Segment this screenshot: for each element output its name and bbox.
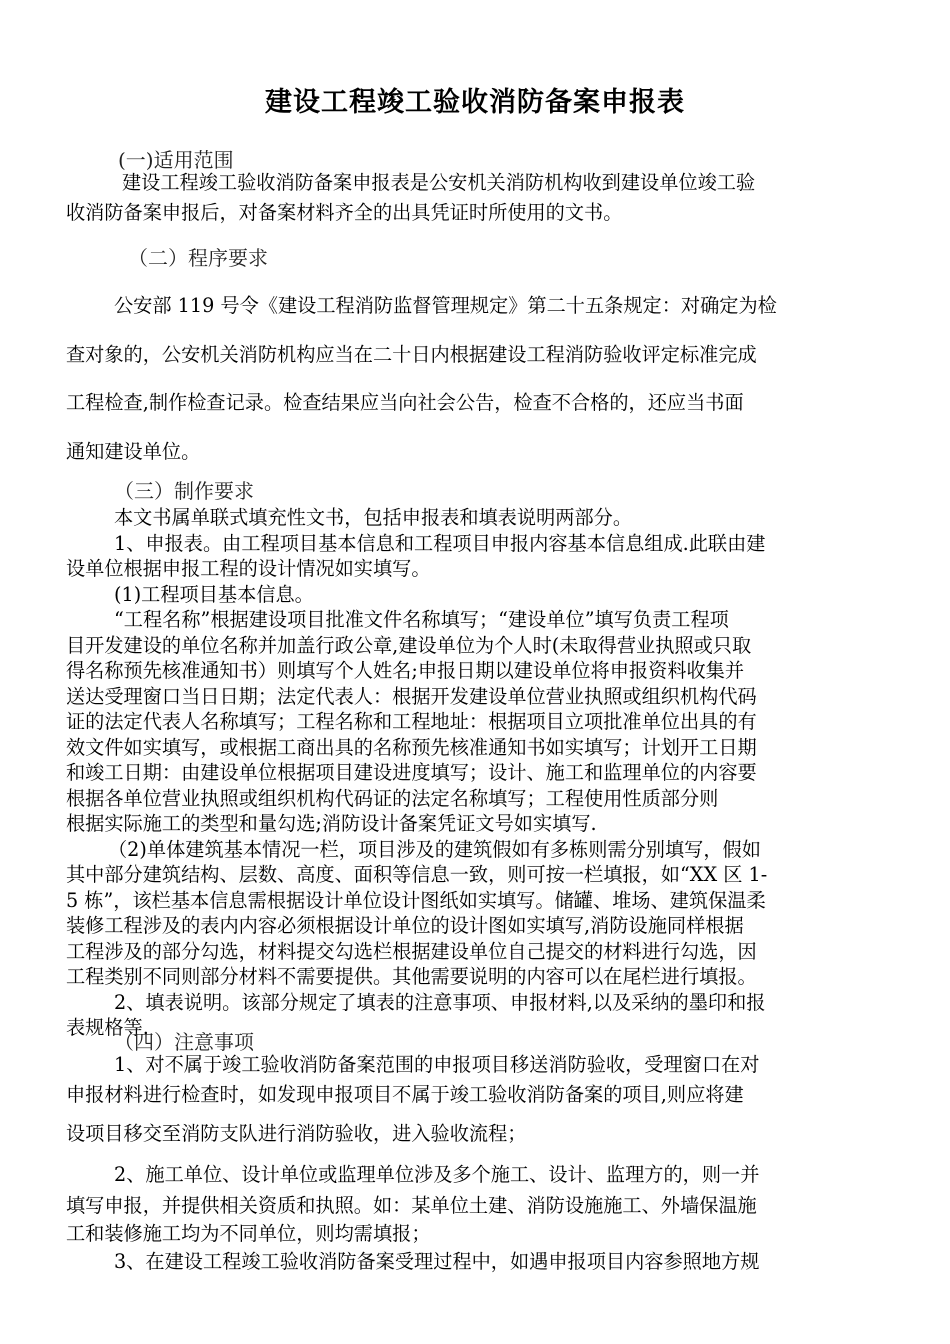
text-line: 3、在建设工程竣工验收消防备案受理过程中，如遇申报项目内容参照地方规: [114, 1250, 760, 1273]
text-line: 建设工程竣工验收消防备案申报表是公安机关消防机构收到建设单位竣工验: [122, 171, 756, 194]
section-requirements-body: [66, 505, 886, 1041]
text-line: “工程名称”根据建设项目批准文件名称填写；“建设单位”填写负责工程项: [114, 608, 729, 631]
text-line: 公安部 119 号令《建设工程消防监督管理规定》第二十五条规定：对确定为检: [114, 294, 777, 317]
text-line: 申报材料进行检查时，如发现申报项目不属于竣工验收消防备案的项目,则应将建: [66, 1083, 744, 1106]
section-notes-body: [66, 1050, 886, 1276]
text-line: 填写申报，并提供相关资质和执照。如：某单位土建、消防设施施工、外墙保温施: [66, 1194, 757, 1217]
text-line: 设项目移交至消防支队进行消防验收，进入验收流程；: [66, 1122, 527, 1145]
section-heading-scope: (一)适用范围: [118, 148, 234, 172]
text-line: 2、施工单位、设计单位或监理单位涉及多个施工、设计、监理方的，则一并: [114, 1163, 760, 1186]
text-line: 5 栋”，该栏基本信息需根据设计单位设计图纸如实填写。储罐、堆场、建筑保温柔: [66, 888, 766, 912]
text-line: (1)工程项目基本信息。: [114, 582, 314, 606]
text-line: 表规格等.: [66, 1016, 149, 1039]
text-line: 工和装修施工均为不同单位，则均需填报；: [66, 1222, 431, 1245]
section-scope-paragraph: [66, 168, 886, 228]
text-line: 得名称预先核准通知书）则填写个人姓名;申报日期以建设单位将申报资料收集并: [66, 659, 745, 682]
text-line: 2、填表说明。该部分规定了填表的注意事项、申报材料,以及采纳的墨印和报: [114, 990, 766, 1014]
text-line: 查对象的，公安机关消防机构应当在二十日内根据建设工程消防验收评定标准完成: [66, 342, 757, 366]
text-line: 效文件如实填写，或根据工商出具的名称预先核准通知书如实填写；计划开工日期: [66, 735, 757, 759]
text-line: 送达受理窗口当日日期；法定代表人：根据开发建设单位营业执照或组织机构代码: [66, 684, 757, 708]
text-line: 工程涉及的部分勾选，材料提交勾选栏根据建设单位自己提交的材料进行勾选，因: [66, 939, 757, 963]
text-line: 根据各单位营业执照或组织机构代码证的法定名称填写；工程使用性质部分则: [66, 786, 719, 810]
text-line: 设单位根据申报工程的设计情况如实填写。: [66, 557, 431, 580]
document-title: 建设工程竣工验收消防备案申报表: [265, 87, 685, 118]
text-line: 其中部分建筑结构、层数、高度、面积等信息一致，则可按一栏填报，如“XX 区 1-: [66, 863, 768, 886]
section-heading-procedure: （二）程序要求: [128, 246, 268, 270]
section-heading-requirements: （三）制作要求: [114, 479, 254, 503]
text-line: 通知建设单位。: [66, 439, 201, 463]
text-line: 根据实际施工的类型和量勾选;消防设计备案凭证文号如实填写.: [66, 812, 597, 835]
text-line: 装修工程涉及的表内内容必须根据设计单位的设计图如实填写,消防设施同样根据: [66, 914, 744, 937]
text-line: （2)单体建筑基本情况一栏，项目涉及的建筑假如有多栋则需分别填写，假如: [108, 837, 761, 861]
text-line: 1、申报表。由工程项目基本信息和工程项目申报内容基本信息组成.此联由建: [114, 531, 766, 555]
text-line: 1、对不属于竣工验收消防备案范围的申报项目移送消防验收，受理窗口在对: [114, 1053, 760, 1076]
text-line: 证的法定代表人名称填写；工程名称和工程地址：根据项目立项批准单位出具的有: [66, 710, 757, 733]
text-line: 工程类别不同则部分材料不需要提供。其他需要说明的内容可以在尾栏进行填报。: [66, 965, 757, 988]
text-line: 目开发建设的单位名称并加盖行政公章,建设单位为个人时(未取得营业执照或只取: [66, 633, 752, 657]
section-procedure-paragraph: [66, 282, 886, 476]
section-heading-notes: （四）注意事项: [114, 1030, 254, 1054]
text-line: 收消防备案申报后，对备案材料齐全的出具凭证时所使用的文书。: [66, 201, 623, 224]
text-line: 本文书属单联式填充性文书，包括申报表和填表说明两部分。: [114, 506, 633, 529]
text-line: 和竣工日期：由建设单位根据项目建设进度填写；设计、施工和监理单位的内容要: [66, 761, 757, 784]
text-line: 工程检查,制作检查记录。检查结果应当向社会公告，检查不合格的，还应当书面: [66, 391, 744, 414]
